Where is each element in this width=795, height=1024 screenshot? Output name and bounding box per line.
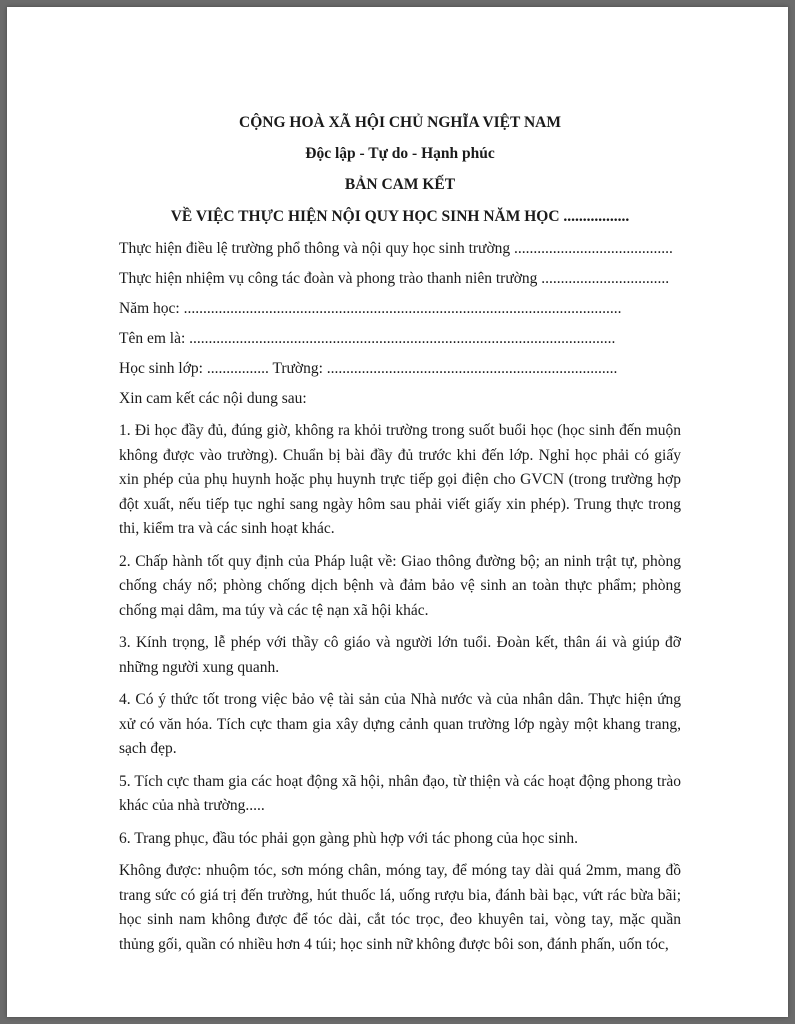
field-youth-union: Thực hiện nhiệm vụ công tác đoàn và phong trào thanh niên trường ................................. [119,270,670,287]
document-body [119,103,681,957]
commitment-item-1: 1. Đi học đầy đủ, đúng giờ, không ra khỏi trường trong suốt buổi học (học sinh đến muộn không được vào trường). Chuẩn bị bài đầy đủ trước khi đến lớp. Nghỉ học phải có giấy xin phép của phụ huynh hoặc phụ huynh trực tiếp gọi điện cho GVCN (trong trường hợp đột xuất, nếu tiếp tục nghỉ sang ngày hôm sau phải viết giấy xin phép). Trung thực trong thi, kiểm tra và các sinh hoạt khác. [119,422,681,537]
commitment-item-2: 2. Chấp hành tốt quy định của Pháp luật về: Giao thông đường bộ; an ninh trật tự, phòng chống cháy nổ; phòng chống dịch bệnh và đảm bảo vệ sinh an toàn thực phẩm; phòng chống mại dâm, ma túy và các tệ nạn xã hội khác. [119,552,681,619]
national-title: CỘNG HOÀ XÃ HỘI CHỦ NGHĨA VIỆT NAM [239,114,561,131]
commitment-intro: Xin cam kết các nội dung sau: [119,390,307,407]
field-school-year: Năm học: ................................................................................................................. [119,300,622,317]
field-class-school: Học sinh lớp: ................ Trường: ........................................................................... [119,360,618,377]
document-subject: VỀ VIỆC THỰC HIỆN NỘI QUY HỌC SINH NĂM HỌC ................. [170,208,630,225]
document-type: BẢN CAM KẾT [344,176,456,193]
commitment-item-5: 5. Tích cực tham gia các hoạt động xã hội, nhân đạo, từ thiện và các hoạt động phong trào khác của nhà trường..... [119,772,681,814]
commitment-item-6: 6. Trang phục, đầu tóc phải gọn gàng phù hợp với tác phong của học sinh. [119,829,578,847]
commitment-item-3: 3. Kính trọng, lễ phép với thầy cô giáo và người lớn tuổi. Đoàn kết, thân ái và giúp đỡ những người xung quanh. [119,634,681,676]
prohibited-list: Không được: nhuộm tóc, sơn móng chân, móng tay, để móng tay dài quá 2mm, mang đồ trang sức có giá trị đến trường, hút thuốc lá, uống rượu bia, đánh bài bạc, vứt rác bừa bãi; học sinh nam không được để tóc dài, cắt tóc trọc, đeo khuyên tai, vòng tay, mặc quần thủng gối, quần có nhiều hơn 4 túi; học sinh nữ không được bôi son, đánh phấn, uốn tóc, [119,862,681,953]
field-school-rules: Thực hiện điều lệ trường phổ thông và nội quy học sinh trường ......................................... [119,240,673,257]
commitment-item-4: 4. Có ý thức tốt trong việc bảo vệ tài sản của Nhà nước và của nhân dân. Thực hiện ứng xử có văn hóa. Tích cực tham gia xây dựng cảnh quan trường lớp ngày một khang trang, sạch đẹp. [119,691,681,757]
national-motto: Độc lập - Tự do - Hạnh phúc [305,145,495,162]
field-student-name: Tên em là: .............................................................................................................. [119,330,616,347]
document-page [7,7,788,1017]
